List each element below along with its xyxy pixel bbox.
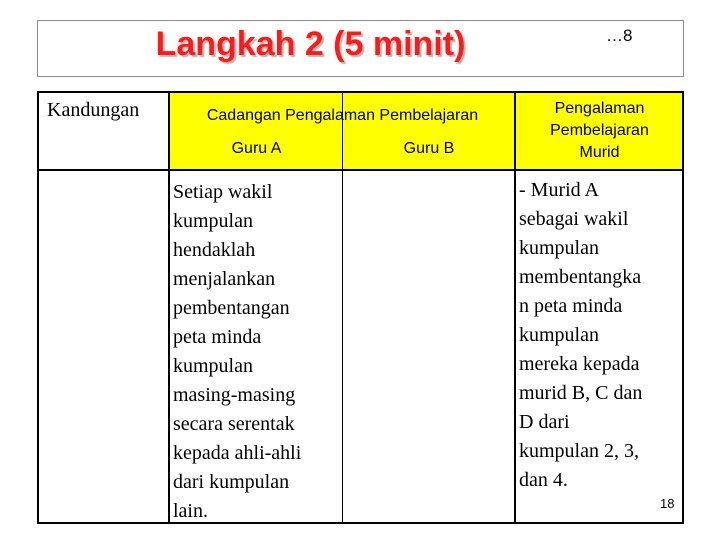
header-murid	[515, 98, 684, 164]
guru-a-line: secara serentak	[173, 413, 295, 435]
murid-line: sebagai wakil	[519, 208, 629, 230]
guru-a-line: Setiap wakil	[173, 181, 273, 203]
page-number: 18	[660, 496, 675, 511]
guru-a-line: kepada ahli-ahli	[173, 442, 302, 464]
murid-line: mereka kepada	[519, 353, 640, 375]
guru-a-line: pembentangan	[173, 297, 290, 319]
murid-line: murid B, C dan	[519, 382, 643, 404]
slide-title: Langkah 2 (5 minit)	[155, 25, 466, 63]
title-box	[37, 20, 684, 77]
header-kandungan: Kandungan	[47, 99, 140, 121]
murid-line: - Murid A	[519, 179, 599, 201]
header-guru-a: Guru A	[231, 140, 282, 157]
murid-line: kumpulan	[519, 324, 599, 346]
header-murid-line: Murid	[579, 144, 620, 161]
murid-line: n peta minda	[519, 295, 623, 317]
guru-a-line: dari kumpulan	[173, 471, 290, 493]
guru-a-line: kumpulan	[173, 210, 253, 232]
guru-a-line: lain.	[173, 500, 208, 522]
header-cadangan: Cadangan Pengalaman Pembelajaran	[206, 107, 479, 124]
murid-line: dan 4.	[519, 469, 568, 491]
murid-line: kumpulan 2, 3,	[519, 440, 639, 462]
header-murid-line: Pengalaman	[554, 100, 645, 117]
guru-a-activity	[173, 178, 341, 526]
header-murid-line: Pembelajaran	[550, 122, 649, 139]
guru-a-line: masing-masing	[173, 384, 296, 406]
guru-a-line: hendaklah	[173, 239, 256, 261]
slide-reference: …8	[606, 26, 633, 45]
header-guru-b: Guru B	[403, 140, 455, 157]
murid-line: kumpulan	[519, 237, 599, 259]
murid-activity	[519, 176, 681, 495]
guru-a-line: menjalankan	[173, 268, 276, 290]
guru-a-line: peta minda	[173, 326, 262, 348]
guru-a-line: kumpulan	[173, 355, 253, 377]
divider-header-bottom	[37, 169, 684, 171]
murid-line: D dari	[519, 411, 570, 433]
murid-line: membentangka	[519, 266, 642, 288]
